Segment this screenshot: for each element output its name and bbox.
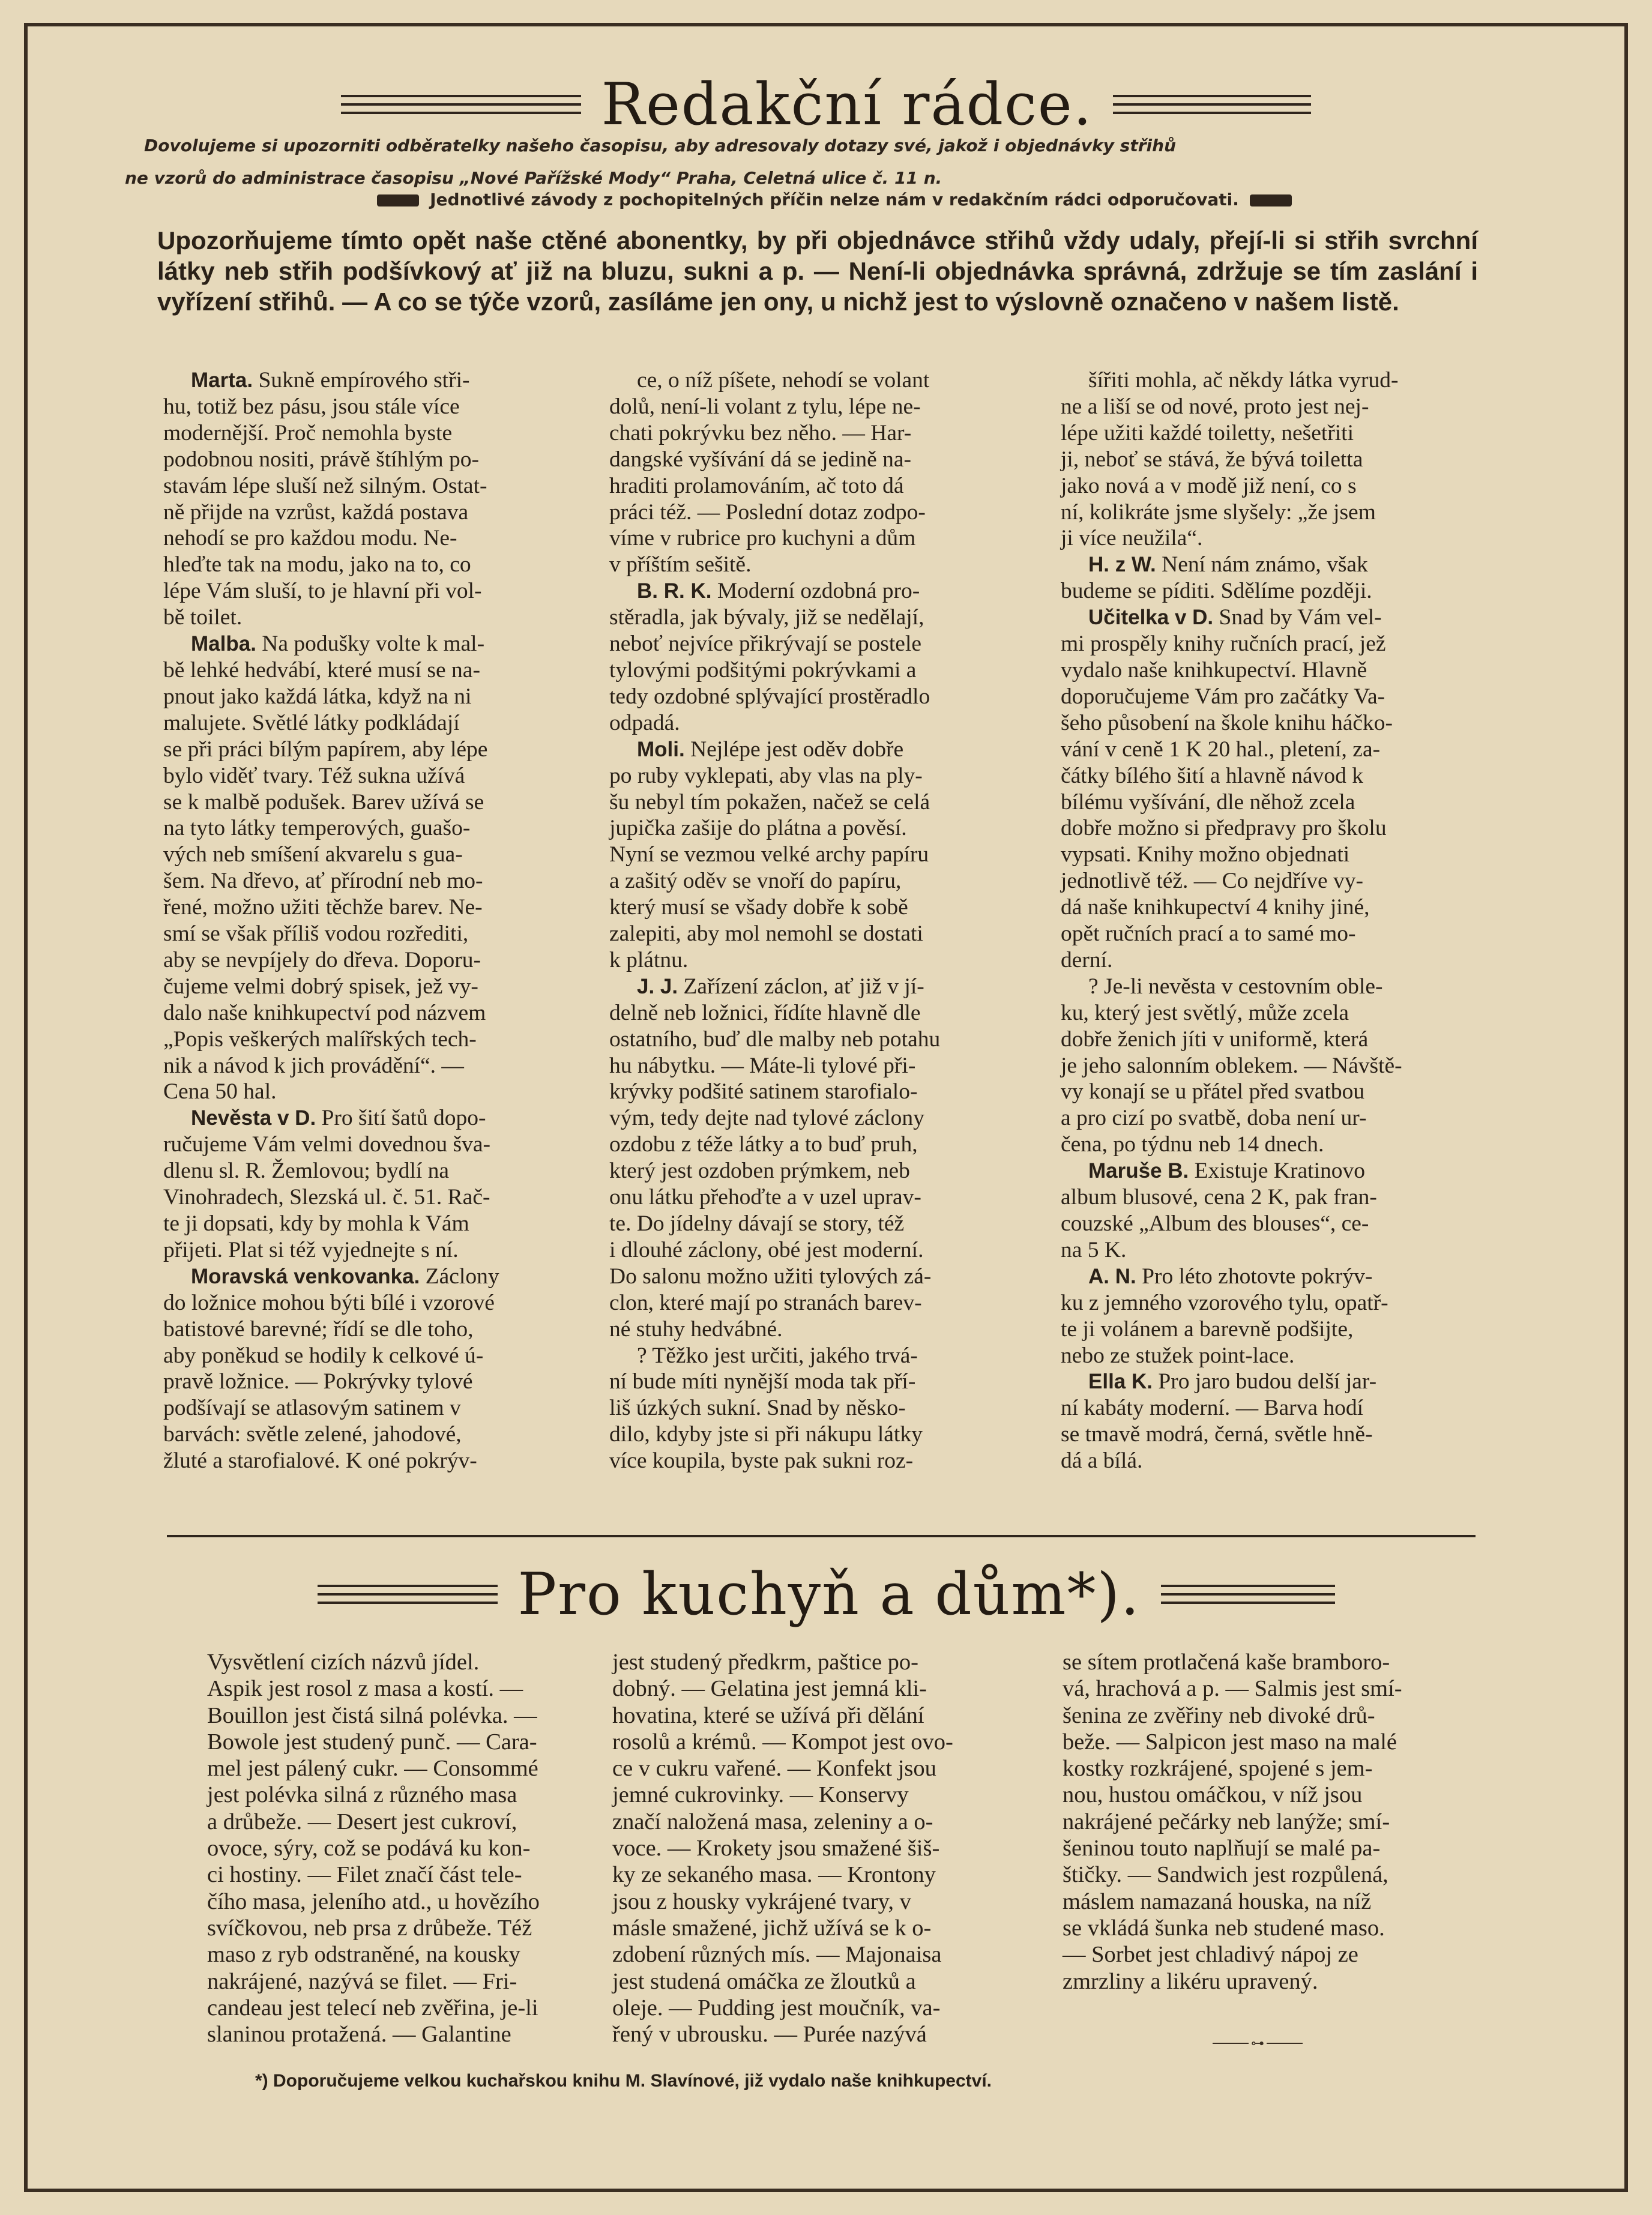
answer-text: Snad by Vám vel- mi prospěly knihy ručních prací, jež vydalo naše knihkupectví. Hlavně doporučujeme Vám pro začátky Va- šeho působení na škole knihu háčko- vání v ceně 1 K 20 hal., pletení, za- čátky bílého šití a hlavně návod k bílému vyšívání, dle něhož zcela dobře možno si předpravy pro školu vypsati. Knihy možno objednati jednotlivě též. — Co nejdříve vy- dá naše knihkupectví 4 knihy jiné, opět ručních prací a to samé mo- derní. — [1061, 605, 1393, 972]
correspondent-name: J. J. — [637, 974, 678, 998]
answer-entry — [609, 974, 1036, 1343]
end-ornament — [1213, 2036, 1303, 2051]
answer-text: Pro léto zhotovte pokrýv- ku z jemného vzorového tylu, opatř- te ji volánem a barevně podšijte, nebo ze stužek point-lace. — [1061, 1264, 1388, 1368]
correspondent-name: Marta. — [191, 369, 253, 392]
page-title: Redakční rádce. — [601, 71, 1093, 138]
answer-text: Zařízení záclon, ať již v jí- delně neb ložnici, řídíte hlavně dle ostatního, buď dle malby neb potahu hu nábytku. — Máte-li tylové při- krývky podšité satinem starofialo- vým, tedy dejte nad tylové záclony ozdobu z téže látky a to buď pruh, který jest ozdoben prýmkem, neb onu látku přehoďte a v uzel uprav- te. Do jídelny dávají se story, též i dlouhé záclony, obé jest moderní. Do salonu možno užiti tylových zá- clon, které mají po stranách barev- né stuhy hedvábné. — [609, 974, 941, 1342]
answer-text: Pro šití šatů dopo- ručujeme Vám velmi dovednou šva- dlenu sl. R. Žemlovou; bydlí na Vinohradech, Slezská ul. č. 51. Rač- te ji dopsati, kdy by mohla k Vám přijeti. Plat si též vyjednejte s ní. — [163, 1106, 490, 1262]
answer-text: šířiti mohla, ač někdy látka vyrud- ne a liší se od nové, proto jest nej- lépe užiti každé toiletty, nešetřiti ji, neboť se stává, že bývá toiletta jako nová a v modě již není, co s ní, kolikráte jsme slyšely: „že jsem ji více neužila“. — [1061, 368, 1399, 551]
answer-entry — [1061, 367, 1487, 552]
answer-entry — [1061, 552, 1487, 604]
answer-entry — [163, 367, 571, 631]
answer-text: Nejlépe jest oděv dobře po ruby vyklepati, aby vlas na ply- šu nebyl tím pokažen, načež se celá jupička zašije do plátna a pověsí. Nyní se vezmou velké archy papíru a zašitý oděv se vnoří do papíru, který musí se všady dobře k sobě zalepiti, aby mol nemohl se dostati k plátnu. — [609, 737, 930, 972]
section-title-row — [0, 71, 1652, 138]
answer-text: Pro jaro budou delší jar- ní kabáty moderní. — Barva hodí se tmavě modrá, černá, světle hně- dá a bílá. — [1061, 1369, 1377, 1474]
notice-line-3-text: Jednotlivé závody z pochopitelných příčin nelze nám v redakčním rádci odporučovati. — [430, 190, 1239, 209]
title2-rule-right — [1161, 1582, 1335, 1607]
ornament-glyph: ⊶ — [1251, 2036, 1264, 2051]
kitchen-column-3: se sítem protlačená kaše bramboro- vá, hrachová a p. — Salmis jest smí- šenina ze zvěřiny neb divoké drů- beže. — Salpicon jest maso na malé kostky rozkrájené, spojené s jem- nou, hustou omáčkou, v níž jsou nakrájené pečárky neb lanýže; smí- šeninou touto naplňují se malé pa- štičky. — Sandwich jest rozpůlená, máslem namazaná houska, na níž se vkládá šunka neb studené maso. — Sorbet jest chladivý nápoj ze zmrzliny a likéru upravený. — [1063, 1650, 1402, 1994]
correspondent-name: A. N. — [1088, 1264, 1136, 1288]
answer-text: Moderní ozdobná pro- stěradla, jak bývaly, již se nedělají, neboť nejvíce přikrývají se postele tylovými podšitými pokrývkami a tedy ozdobné splývající prostěradlo odpadá. — [609, 579, 930, 735]
correspondent-name: Nevěsta v D. — [191, 1106, 316, 1130]
answer-text: Záclony do ložnice mohou býti bílé i vzorové batistové barevné; řídí se dle toho, aby poněkud se hodily k celkové ú- pravě ložnice. — Pokrývky tylové podšívají se atlasovým satinem v barvách: světle zelené, jahodové, žluté a starofialové. K oné pokrýv- — [163, 1264, 499, 1474]
correspondent-name: H. z W. — [1088, 553, 1156, 577]
answer-entry — [1061, 604, 1487, 974]
answer-entry — [1061, 1158, 1487, 1264]
kitchen-column-2: jest studený předkrm, paštice po- dobný. — Gelatina jest jemná kli- hovatina, které se užívá při dělání rosolů a krémů. — Kompot jest ovo- ce v cukru vařené. — Konfekt jsou jemné cukrovinky. — Konservy značí naložená masa, zeleniny a o- voce. — Krokety jsou smažené šiš- ky ze sekaného masa. — Krontony jsou z housky vykrájené tvary, v másle smažené, jichž užívá se k o- zdobení různých mís. — Majonaisa jest studená omáčka ze žloutků a oleje. — Pudding jest moučník, va- řený v ubrousku. — Purée nazývá — [612, 1650, 953, 2048]
answer-entry — [609, 1343, 1036, 1475]
answer-text: Existuje Kratinovo album blusové, cena 2 K, pak fran- couzské „Album des blouses“, ce- na 5 K. — [1061, 1159, 1377, 1262]
answer-text: Není nám známo, však budeme se píditi. Sdělíme později. — [1061, 552, 1372, 604]
section-divider — [167, 1535, 1476, 1537]
correspondent-name: Maruše B. — [1088, 1159, 1189, 1183]
answer-entry — [1061, 974, 1487, 1158]
correspondent-name: B. R. K. — [637, 579, 712, 603]
correspondent-name: Ella K. — [1088, 1370, 1153, 1394]
title2-rule-left — [318, 1582, 498, 1607]
answer-entry — [609, 578, 1036, 736]
section2-title-row — [0, 1561, 1652, 1628]
answer-entry — [1061, 1264, 1487, 1369]
answer-entry — [609, 737, 1036, 974]
title-rule-right — [1113, 92, 1311, 117]
column-2 — [609, 367, 1036, 1474]
answer-text: ce, o níž píšete, nehodí se volant dolů, není-li volant z tylu, lépe ne- chati pokrývku bez něho. — Har- dangské vyšívání dá se jedině na- hraditi prolamováním, ač toto dá práci též. — Poslední dotaz zodpo- víme v rubrice pro kuchyni a dům v příštím sešitě. — [609, 368, 930, 577]
answer-entry — [1061, 1369, 1487, 1474]
section2-title: Pro kuchyň a dům*). — [517, 1561, 1141, 1628]
bold-announcement: Upozorňujeme tímto opět naše ctěné abonentky, by při objednávce střihů vždy udaly, přejí-li si střih svrchní látky neb střih podšívkový ať již na bluzu, sukni a p. — Není-li objednávka správná, zdržuje se tím zaslání i vyřízení střihů. — A co se týče vzorů, zasíláme jen ony, u nichž jest to výslovně označeno v našem listě. — [157, 226, 1478, 316]
kitchen-column-1: Vysvětlení cizích názvů jídel. Aspik jest rosol z masa a kostí. — Bouillon jest čistá silná polévka. — Bowole jest studený punč. — Cara- mel jest pálený cukr. — Consommé jest polévka silná z různého masa a drůbeže. — Desert jest cukroví, ovoce, sýry, což se podává ku kon- ci hostiny. — Filet značí část tele- čího masa, jeleního atd., u hovězího svíčkovou, neb prsa z drůbeže. Též maso z ryb odstraněné, na kousky nakrájené, nazývá se filet. — Fri- candeau jest telecí neb zvěřina, je-li slaninou protažená. — Galantine — [207, 1650, 540, 2048]
answer-text: Na podušky volte k mal- bě lehké hedvábí, které musí se na- pnout jako každá látka, když na ni malujete. Světlé látky podkládají se při práci bílým papírem, aby lépe bylo viděť tvary. Též sukna užívá se k malbě podušek. Barev užívá se na tyto látky temperových, guašo- vých neb smíšení akvarelu s gua- šem. Na dřevo, ať přírodní neb mo- řené, možno užiti těchže barev. Ne- smí se však příliš vodou rozřediti, aby se nevpíjely do dřeva. Doporu- čujeme velmi dobrý spisek, jež vy- dalo naše knihkupectví pod názvem „Popis veškerých malířských tech- nik a návod k jich provádění“. — Cena 50 hal. — [163, 631, 488, 1104]
answer-text: ? Těžko jest určiti, jakého trvá- ní bude míti nynější moda tak pří- liš úzkých sukní. Snad by něsko- dilo, kdyby jste si při nákupu látky více koupila, byste pak sukni roz- — [609, 1343, 923, 1474]
pointing-hand-left-icon — [377, 194, 419, 206]
correspondent-name: Malba. — [191, 632, 256, 656]
notice-line-2: ne vzorů do administrace časopisu „Nové Pařížské Mody“ Praha, Celetná ulice č. 11 n. — [125, 168, 942, 188]
pointing-hand-right-icon — [1250, 194, 1292, 206]
column-3 — [1061, 367, 1487, 1474]
correspondent-name: Moravská venkovanka. — [191, 1264, 420, 1288]
answer-text: Sukně empírového stři- hu, totiž bez pásu, jsou stále více modernější. Proč nemohla byste podobnou nositi, právě štíhlým po- stavám lépe sluší než silným. Ostat- ně přijde na vzrůst, každá postava nehodí se pro každou modu. Ne- hleďte tak na modu, jako na to, co lépe Vám sluší, to je hlavní při vol- bě toilet. — [163, 368, 487, 630]
answer-text: ? Je-li nevěsta v cestovním oble- ku, který jest světlý, může zcela dobře ženich jíti v uniformě, která je jeho salonním oblekem. — Návště- vy konají se u přátel před svatbou a pro cizí po svatbě, doba není ur- čena, po týdnu neb 14 dnech. — [1061, 974, 1402, 1157]
column-1 — [163, 367, 571, 1474]
notice-line-3 — [204, 190, 1465, 209]
correspondent-name: Moli. — [637, 737, 685, 761]
title-rule-left — [341, 92, 581, 117]
correspondent-name: Učitelka v D. — [1088, 606, 1214, 630]
answer-entry — [163, 1105, 571, 1263]
answer-entry — [163, 631, 571, 1105]
answer-entry — [609, 367, 1036, 578]
footnote: *) Doporučujeme velkou kuchařskou knihu M. Slavínové, již vydalo naše knihkupectví. — [255, 2071, 992, 2091]
notice-line-1: Dovolujeme si upozorniti odběratelky našeho časopisu, aby adresovaly dotazy své, jakož i objednávky střihů — [144, 136, 1177, 155]
answer-entry — [163, 1264, 571, 1474]
